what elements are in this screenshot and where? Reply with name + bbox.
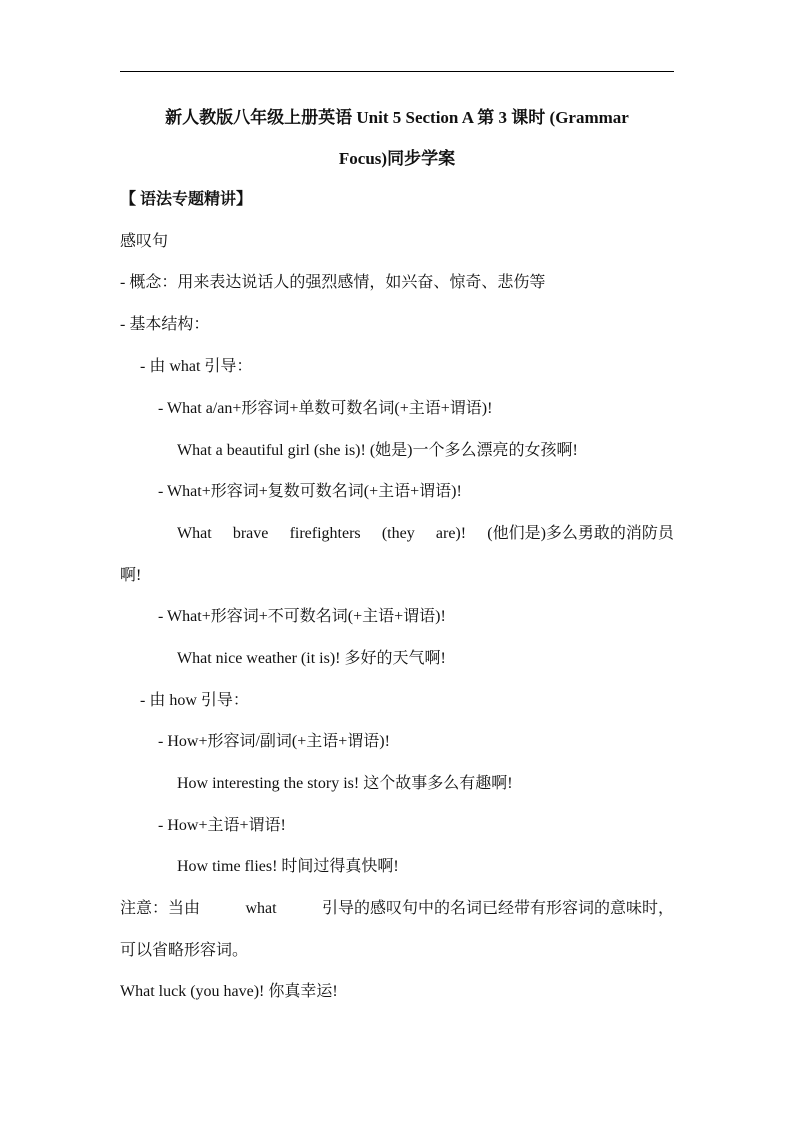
how-intro: - 由 how 引导： (140, 692, 249, 709)
section-heading: 【 语法专题精讲】 (120, 191, 253, 208)
concept-text: - 概念：用来表达说话人的强烈感情，如兴奋、惊奇、悲伤等 (120, 274, 546, 291)
what-example-1: What a beautiful girl (she is)! (她是)一个多么漂亮的女孩啊! (177, 442, 578, 459)
what-example-2-word: What (177, 525, 212, 542)
note-line-2: 可以省略形容词。 (120, 942, 249, 959)
what-example-2-word: brave (232, 525, 269, 542)
what-example-2-word: (they (381, 525, 415, 542)
note-part: 注意：当由 (120, 900, 201, 917)
what-example-2-word: firefighters (289, 525, 361, 542)
how-rule-2: - How+主语+谓语! (158, 817, 286, 834)
how-rule-1: - How+形容词/副词(+主语+谓语)! (158, 733, 390, 750)
note-part: 引导的感叹句中的名词已经带有形容词的意味时， (321, 900, 674, 917)
what-example-2-word: (他们是)多么勇敢的消防员 (487, 525, 674, 542)
header-rule (120, 71, 674, 72)
what-rule-1: - What a/an+形容词+单数可数名词(+主语+谓语)! (158, 400, 493, 417)
what-example-2-continuation: 啊! (120, 567, 142, 584)
note-line-1 (120, 898, 674, 920)
what-example-2 (177, 523, 674, 545)
what-rule-2: - What+形容词+复数可数名词(+主语+谓语)! (158, 483, 462, 500)
structure-heading: - 基本结构： (120, 316, 210, 333)
what-rule-3: - What+形容词+不可数名词(+主语+谓语)! (158, 608, 446, 625)
what-example-2-word: are)! (435, 525, 467, 542)
how-example-2: How time flies! 时间过得真快啊! (177, 858, 399, 875)
document-title-line-2: Focus)同步学案 (338, 149, 456, 168)
final-example: What luck (you have)! 你真幸运! (120, 983, 338, 1000)
how-example-1: How interesting the story is! 这个故事多么有趣啊! (177, 775, 513, 792)
what-intro: - 由 what 引导： (140, 358, 253, 375)
topic-label: 感叹句 (120, 233, 169, 250)
what-example-3: What nice weather (it is)! 多好的天气啊! (177, 650, 446, 667)
document-title-line-1: 新人教版八年级上册英语 Unit 5 Section A 第 3 课时 (Grammar (165, 108, 629, 127)
note-part: what (245, 900, 277, 917)
